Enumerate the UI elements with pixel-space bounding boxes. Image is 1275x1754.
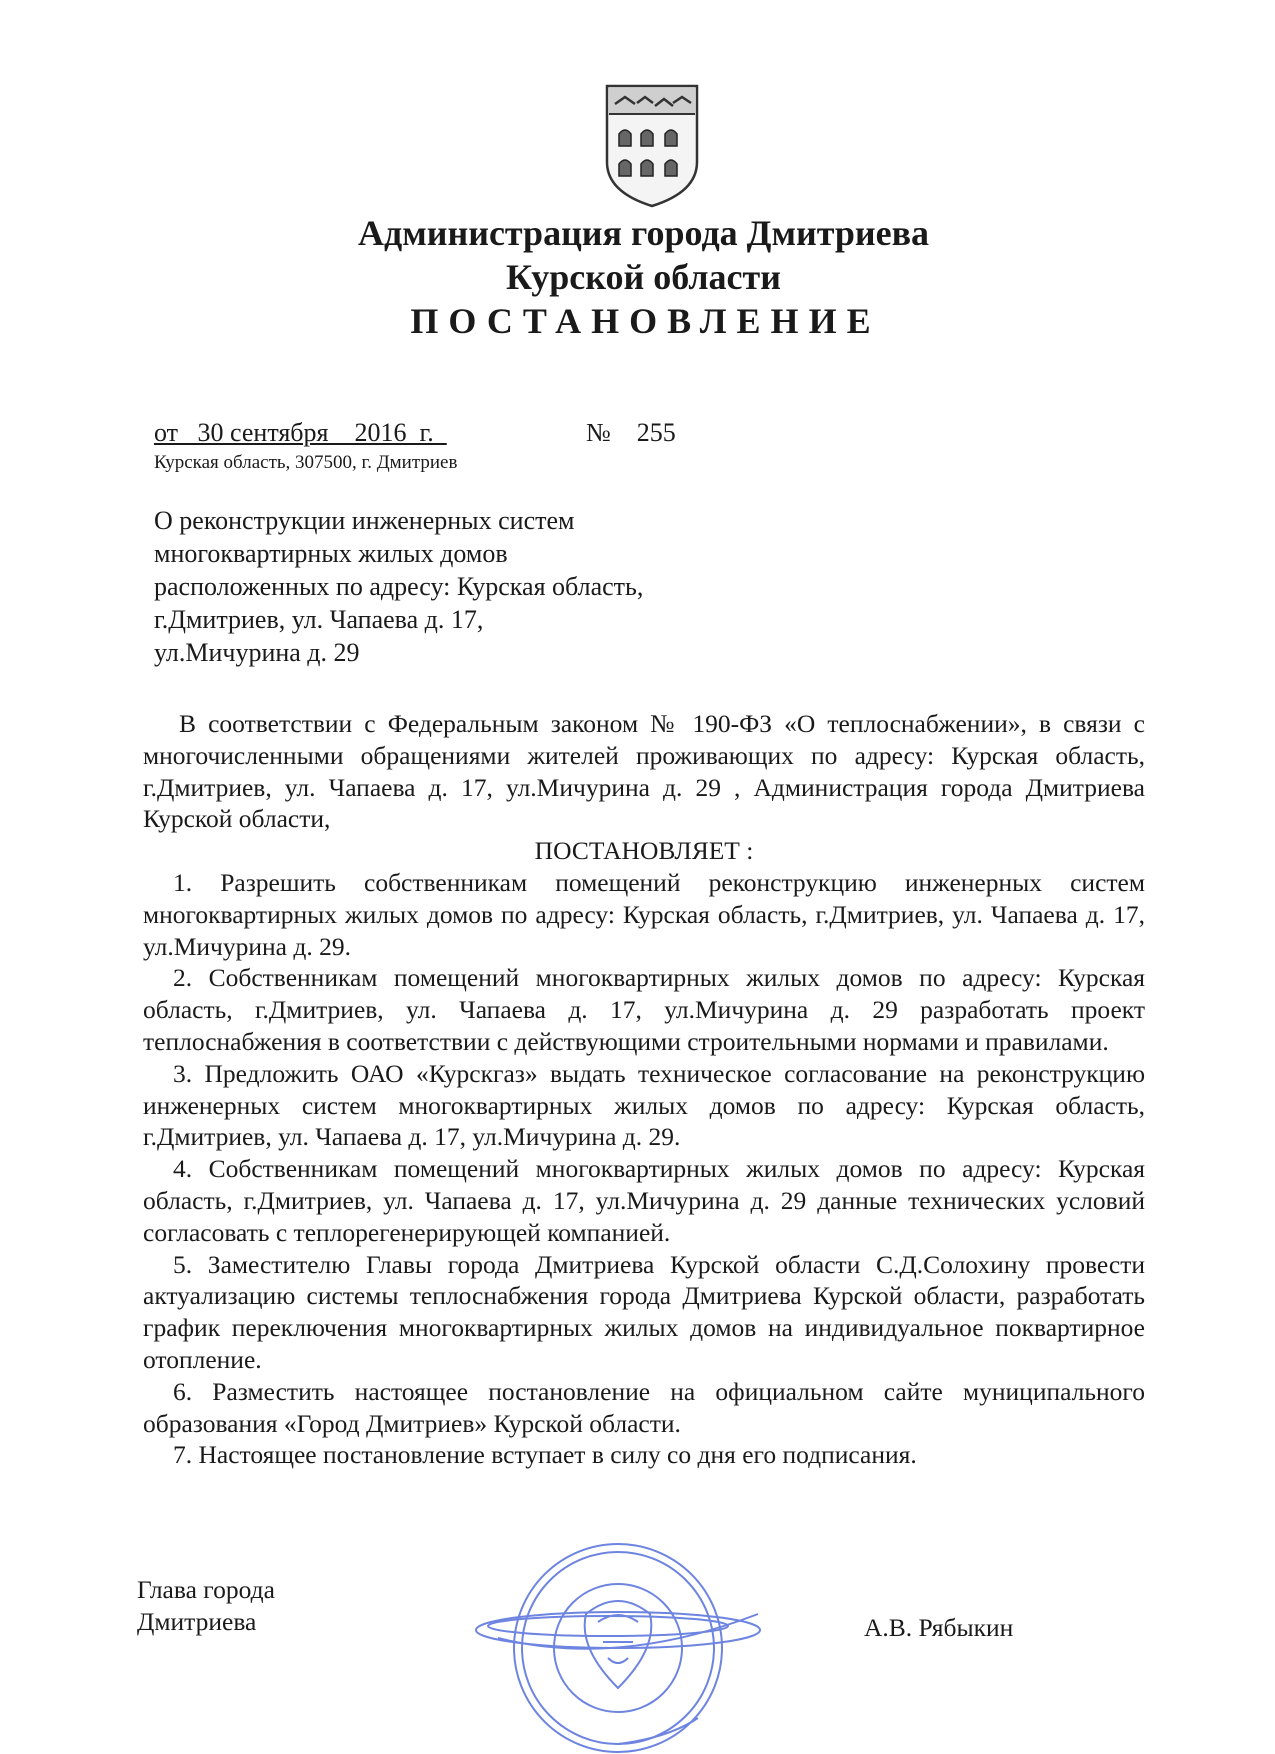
signatory-title-line: Глава города bbox=[137, 1575, 275, 1604]
document-subject bbox=[154, 504, 643, 669]
decree-item: 4. Собственникам помещений многоквартирных жилых домов по адресу: Курская область, г.Дмитриев, ул. Чапаева д. 17, ул.Мичурина д. 29 данные технических условий согласовать с теплорегенерирующей компанией. bbox=[143, 1154, 1145, 1247]
issuer-line-2: Курской области bbox=[506, 257, 781, 297]
decree-item: 6. Разместить настоящее постановление на официальном сайте муниципального образования «Город Дмитриев» Курской области. bbox=[143, 1376, 1145, 1438]
subject-line: расположенных по адресу: Курская область, bbox=[154, 572, 644, 601]
signatory-name: А.В. Рябыкин bbox=[864, 1613, 1014, 1642]
issuer-location: Курская область, 307500, г. Дмитриев bbox=[154, 452, 458, 473]
decree-heading: ПОСТАНОВЛЯЕТ : bbox=[534, 836, 754, 866]
issuer-line-1: Администрация города Дмитриева bbox=[357, 213, 930, 253]
decree-item: 3. Предложить ОАО «Курскгаз» выдать техническое согласование на реконструкцию инженерных систем многоквартирных жилых домов по адресу: Курская область, г.Дмитриев, ул. Чапаева д. 17, ул.Мичурина д. 29. bbox=[143, 1058, 1145, 1152]
subject-line: г.Дмитриев, ул. Чапаева д. 17, bbox=[154, 605, 484, 634]
subject-line: многоквартирных жилых домов bbox=[154, 539, 508, 568]
signatory-title bbox=[137, 1574, 275, 1638]
official-seal-stamp bbox=[468, 1518, 768, 1754]
preamble-paragraph: В соответствии с Федеральным законом № 190-ФЗ «О теплоснабжении», в связи с многочисленными обращениями жителей проживающих по адресу: Курская область, г.Дмитриев, ул. Чапаева д. 17, ул.Мичурина д. 29 , Администрация города Дмитриева Курской области, bbox=[143, 709, 1145, 834]
subject-line: ул.Мичурина д. 29 bbox=[154, 638, 360, 667]
signatory-title-line: Дмитриева bbox=[137, 1607, 257, 1636]
coat-of-arms-emblem bbox=[603, 84, 701, 208]
decree-item: 1. Разрешить собственникам помещений реконструкцию инженерных систем многоквартирных жилых домов по адресу: Курская область, г.Дмитриев, ул. Чапаева д. 17, ул.Мичурина д. 29. bbox=[143, 867, 1145, 961]
document-type-title: ПОСТАНОВЛЕНИЕ bbox=[410, 301, 881, 341]
decree-item: 7. Настоящее постановление вступает в силу со дня его подписания. bbox=[173, 1440, 917, 1470]
document-date: от 30 сентября 2016 г. bbox=[154, 418, 447, 447]
document-body bbox=[143, 708, 1145, 1471]
subject-line: О реконструкции инженерных систем bbox=[154, 506, 575, 535]
decree-item: 5. Заместителю Главы города Дмитриева Курской области С.Д.Солохину провести актуализацию системы теплоснабжения города Дмитриева Курской области, разработать график переключения многоквартирных жилых домов на индивидуальное поквартирное отопление. bbox=[143, 1249, 1145, 1374]
document-number: № 255 bbox=[586, 418, 676, 447]
decree-item: 2. Собственникам помещений многоквартирных жилых домов по адресу: Курская область, г.Дмитриев, ул. Чапаева д. 17, ул.Мичурина д. 29 разработать проект теплоснабжения в соответствии с действующими строительными нормами и правилами. bbox=[143, 963, 1145, 1056]
